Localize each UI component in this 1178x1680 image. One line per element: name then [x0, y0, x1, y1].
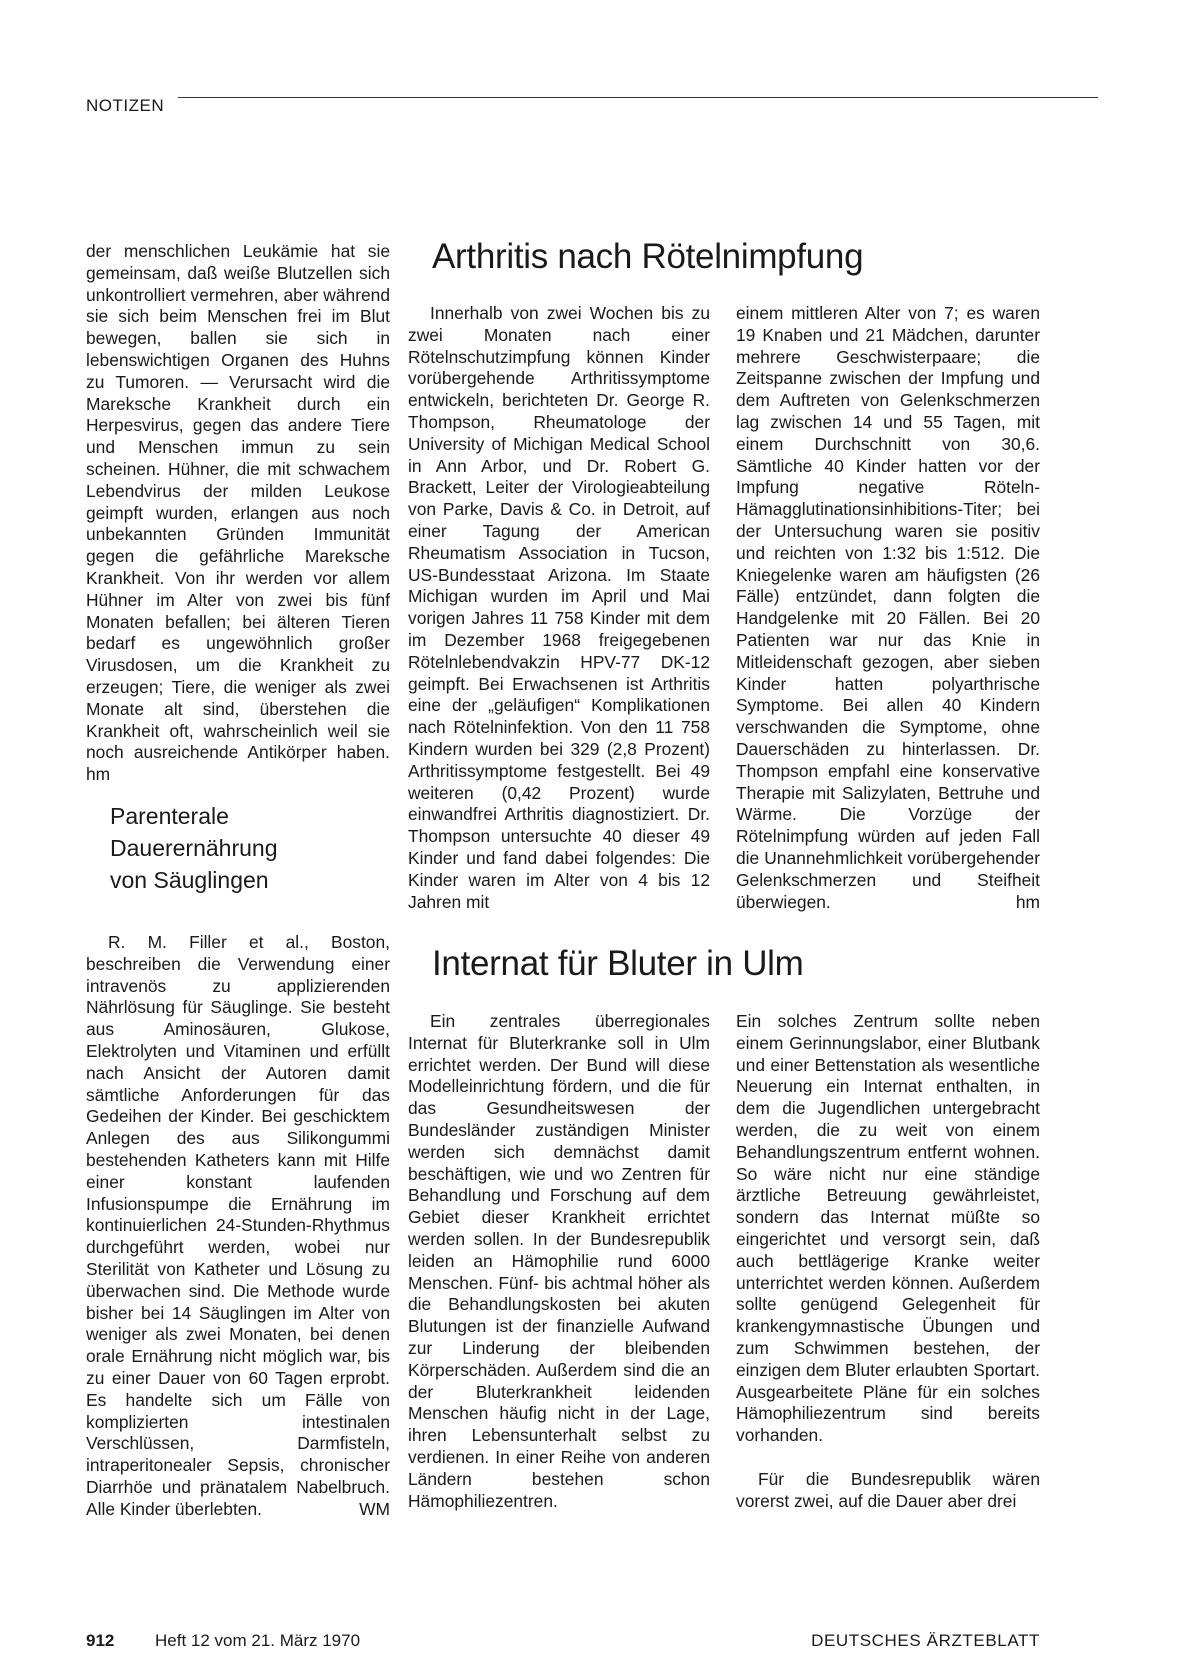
- parenteral-heading-line: von Säuglingen: [110, 867, 269, 893]
- parenteral-heading-line: Parenterale: [110, 803, 229, 829]
- journal-name: DEUTSCHES ÄRZTEBLATT: [811, 1631, 1040, 1650]
- section-label: NOTIZEN: [86, 96, 165, 115]
- left-column-continuation: [86, 241, 390, 786]
- issue-info: Heft 12 vom 21. März 1970: [155, 1631, 361, 1650]
- arthritis-heading: Arthritis nach Rötelnimpfung: [432, 237, 864, 276]
- arthritis-text-2: einem mittleren Alter von 7; es waren 19 Knaben und 21 Mädchen, darunter mehrere Geschwisterpaare; die Zeitspanne zwischen der Impfung und dem Auftreten von Gelenkschmerzen lag zwischen 14 und 55 Tagen, mit einem Durchschnitt von 30,6. Sämtliche 40 Kinder hatten vor der Impfung negative Röteln-Hämagglutinationsinhibitions-Titer; bei der Untersuchung waren sie positiv und reichten von 1:32 bis 1:512. Die Kniegelenke waren am häufigsten (26 Fälle) entzündet, dann folgten die Handgelenke mit 20 Fällen. Bei 20 Patienten war nur das Knie in Mitleidenschaft gezogen, aber sieben Kinder hatten polyarthrische Symptome. Bei allen 40 Kindern verschwanden die Symptome, ohne Dauerschäden zu hinterlassen. Dr. Thompson empfahl eine konservative Therapie mit Salizylaten, Bettruhe und Wärme. Die Vorzüge der Rötelnimpfung würden auf jeden Fall die Unannehmlichkeit vorübergehender Gelenkschmerzen und Steifheit überwiegen.: [736, 303, 1040, 912]
- parenteral-text: R. M. Filler et al., Boston, beschreiben die Verwendung einer intravenös zu applizierenden Nährlösung für Säuglinge. Sie besteht aus Aminosäuren, Glukose, Elektrolyten und Vitaminen und erfüllt nach Ansicht der Autoren damit sämtliche Anforderungen für das Gedeihen der Kinder. Bei geschicktem Anlegen des aus Silikongummi bestehenden Katheters kann mit Hilfe einer konstant laufenden Infusionspumpe die Ernährung im kontinuierlichen 24-Stunden-Rhythmus durchgeführt werden, wobei nur Sterilität von Katheter und Lösung zu überwachen sind. Die Methode wurde bisher bei 14 Säuglingen im Alter von weniger als zwei Monaten, bei denen orale Ernährung nicht möglich war, bis zu einer Dauer von 60 Tagen erprobt. Es handelte sich um Fälle von komplizierten intestinalen Verschlüssen, Darmfisteln, intraperitonealer Sepsis, chronischer Diarrhöe und pränatalem Nabelbruch. Alle Kinder überlebten.: [86, 932, 390, 1519]
- internat-column-2: [736, 1011, 1040, 1512]
- parenteral-heading: [110, 800, 380, 896]
- internat-text-3: Für die Bundesrepublik wären vorerst zwei, auf die Dauer aber drei: [736, 1468, 1040, 1511]
- internat-text-1: Ein zentrales überregionales Internat für Bluterkranke soll in Ulm errichtet werden. Der Bund will diese Modelleinrichtung fördern, und die für das Gesundheitswesen der Bundesländer zuständigen Minister werden sich demnächst damit beschäftigen, wie und wo Zentren für Behandlung und Forschung auf dem Gebiet dieser Krankheit errichtet werden sollen. In der Bundesrepublik leiden an Hämophilie rund 6000 Menschen. Fünf- bis achtmal höher als die Behandlungskosten bei akuten Blutungen ist der finanzielle Aufwand zur Linderung der bleibenden Körperschäden. Außerdem sind die an der Bluterkrankheit leidenden Menschen häufig nicht in der Lage, ihren Lebensunterhalt selbst zu verdienen. In einer Reihe von anderen Ländern bestehen schon Hämophiliezentren.: [408, 1011, 710, 1511]
- internat-text-2: Ein solches Zentrum sollte neben einem Gerinnungslabor, einer Blutbank und einer Bettenstation als wesentliche Neuerung ein Internat enthalten, in dem die Jugendlichen untergebracht werden, die zu weit von einem Behandlungszentrum entfernt wohnen. So wäre nicht nur eine ständige ärztliche Betreuung gewährleistet, sondern das Internat müßte so eingerichtet und versorgt sein, daß auch bettlägerige Kranke weiter unterrichtet werden können. Außerdem sollte genügend Gelegenheit für krankengymnastische Übungen und zum Schwimmen bestehen, der einzigen dem Bluter erlaubten Sportart. Ausgearbeitete Pläne für ein solches Hämophiliezentrum sind bereits vorhanden.: [736, 1011, 1040, 1446]
- signature: WM: [359, 1498, 390, 1519]
- arthritis-text-1: Innerhalb von zwei Wochen bis zu zwei Monaten nach einer Rötelnschutzimpfung können Kinder vorübergehende Arthritissymptome entwickeln, berichteten Dr. George R. Thompson, Rheumatologe der University of Michigan Medical School in Ann Arbor, und Dr. Robert G. Brackett, Leiter der Virologieabteilung von Parke, Davis & Co. in Detroit, auf einer Tagung der American Rheumatism Association in Tucson, US-Bundesstaat Arizona. Im Staate Michigan wurden im April und Mai vorigen Jahres 11 758 Kinder mit dem im Dezember 1968 freigegebenen Rötelnlebendvakzin HPV-77 DK-12 geimpft. Bei Erwachsenen ist Arthritis eine der „geläufigen“ Komplikationen nach Rötelninfektion. Von den 11 758 Kindern wurden bei 329 (2,8 Prozent) Arthritissymptome festgestellt. Bei 49 weiteren (0,42 Prozent) wurde einwandfrei Arthritis diagnostiziert. Dr. Thompson untersuchte 40 dieser 49 Kinder und fand dabei folgendes: Die Kinder waren im Alter von 4 bis 12 Jahren mit: [408, 303, 710, 912]
- parenteral-body: [86, 932, 390, 1521]
- signature: hm: [86, 764, 111, 785]
- arthritis-column-1: [408, 303, 710, 913]
- internat-column-1: [408, 1011, 710, 1512]
- continuation-text: der menschlichen Leukämie hat sie gemeinsam, daß weiße Blutzellen sich unkontrolliert vermehren, aber während sie sich beim Menschen frei im Blut bewegen, ballen sie sich in lebenswichtigen Organen des Huhns zu Tumoren. — Verursacht wird die Mareksche Krankheit durch ein Herpesvirus, gegen das andere Tiere und Menschen immun zu sein scheinen. Hühner, die mit schwachem Lebendvirus der milden Leukose geimpft wurden, erlangen aus noch unbekannten Gründen Immunität gegen die gefährliche Mareksche Krankheit. Von ihr werden vor allem Hühner im Alter von zwei bis fünf Monaten befallen; bei älteren Tieren bedarf es ungewöhnlich großer Virusdosen, um die Krankheit zu erzeugen; Tiere, die weniger als zwei Monate alt sind, überstehen die Krankheit oft, wahrscheinlich weil sie noch ausreichende Antikörper haben.: [86, 241, 390, 763]
- signature: hm: [1015, 891, 1040, 912]
- page-number: 912: [86, 1631, 115, 1650]
- parenteral-heading-line: Dauerernährung: [110, 835, 278, 861]
- header-rule: [178, 97, 1098, 98]
- internat-heading: Internat für Bluter in Ulm: [432, 944, 804, 983]
- arthritis-column-2: [736, 303, 1040, 913]
